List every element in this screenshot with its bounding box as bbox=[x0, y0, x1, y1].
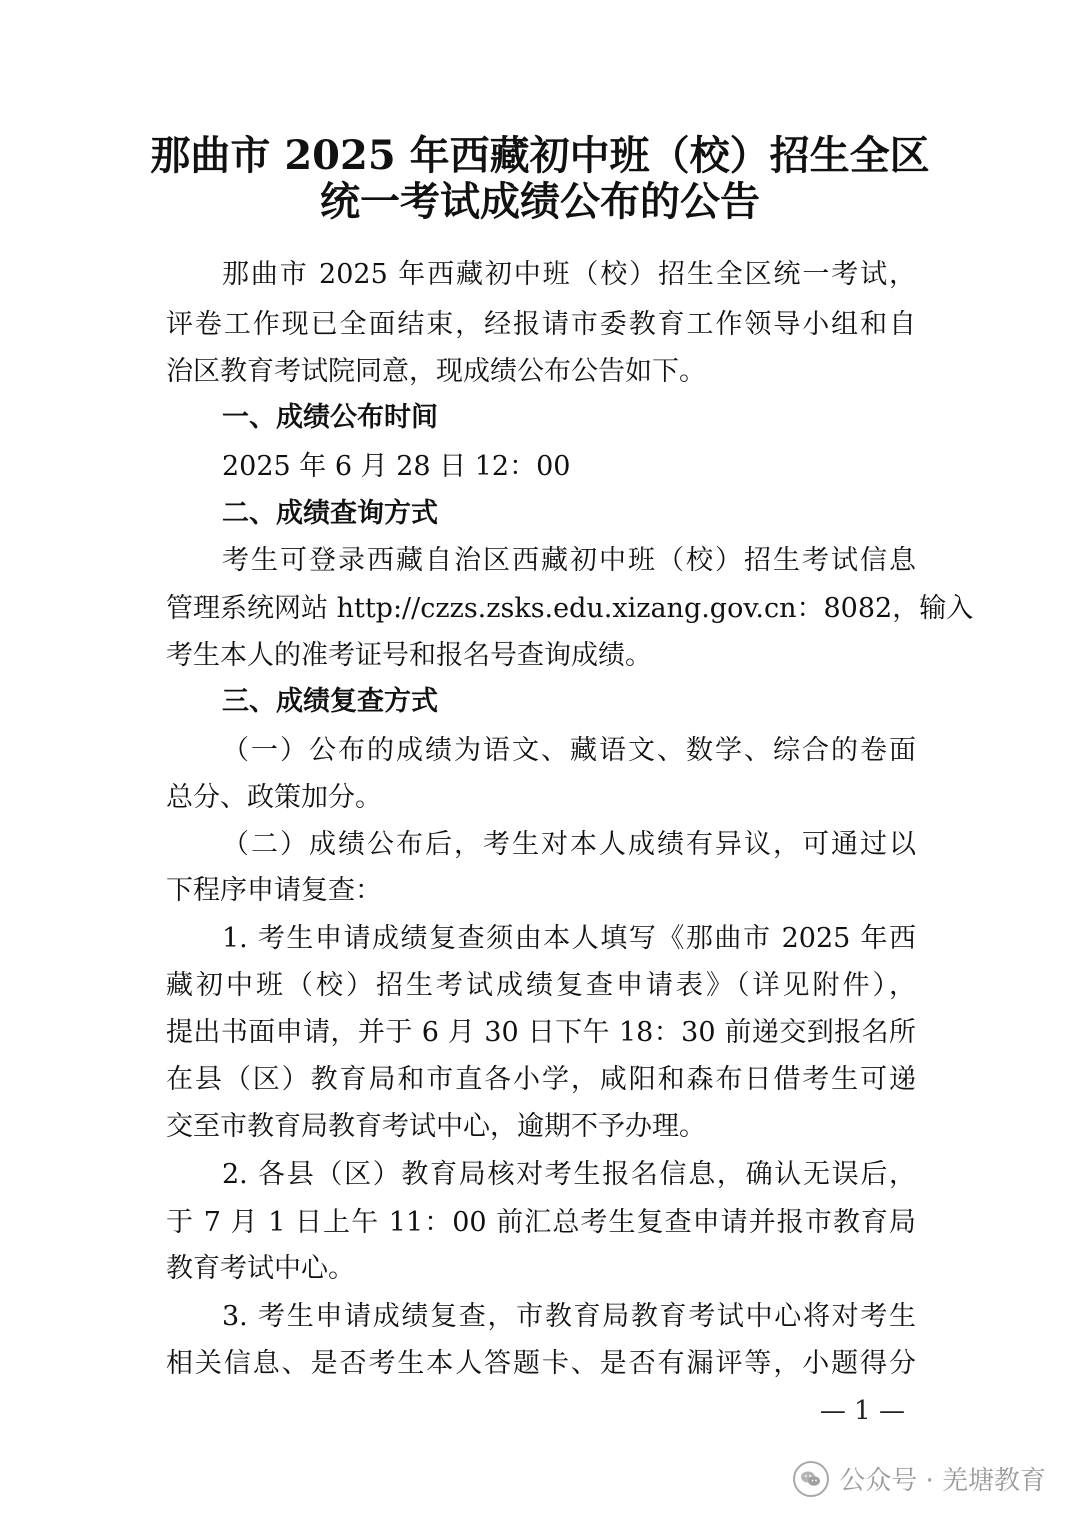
paragraph-line: 下程序申请复查： bbox=[166, 875, 382, 906]
section-heading-2: 二、成绩查询方式 bbox=[222, 498, 438, 529]
paragraph-line: 考生本人的准考证号和报名号查询成绩。 bbox=[166, 640, 652, 671]
watermark-text: 公众号 · 羌塘教育 bbox=[839, 1466, 1046, 1496]
paragraph-line: 2. 各县（区）教育局核对考生报名信息，确认无误后， bbox=[222, 1159, 916, 1190]
paragraph-line: 评卷工作现已全面结束，经报请市委教育工作领导小组和自 bbox=[166, 309, 916, 340]
paragraph-line: 相关信息、是否考生本人答题卡、是否有漏评等，小题得分 bbox=[166, 1348, 916, 1379]
watermark bbox=[793, 1460, 1046, 1497]
paragraph-line: 于 7 月 1 日上午 11：00 前汇总考生复查申请并报市教育局 bbox=[166, 1207, 916, 1238]
wechat-icon bbox=[793, 1461, 829, 1497]
paragraph-line: 那曲市 2025 年西藏初中班（校）招生全区统一考试， bbox=[222, 259, 916, 290]
paragraph-line: 提出书面申请，并于 6 月 30 日下午 18：30 前递交到报名所 bbox=[166, 1017, 916, 1048]
page-number: — 1 — bbox=[819, 1396, 905, 1426]
paragraph-line: 3. 考生申请成绩复查，市教育局教育考试中心将对考生 bbox=[222, 1301, 916, 1332]
paragraph-line: 总分、政策加分。 bbox=[166, 782, 382, 813]
paragraph-line: 1. 考生申请成绩复查须由本人填写《那曲市 2025 年西 bbox=[222, 923, 916, 954]
paragraph-line: 在县（区）教育局和市直各小学，咸阳和森布日借考生可递 bbox=[166, 1064, 916, 1095]
query-url-line: 管理系统网站 http://czzs.zsks.edu.xizang.gov.cn：8082，输入 bbox=[166, 593, 974, 624]
paragraph-line: 藏初中班（校）招生考试成绩复查申请表》（详见附件）， bbox=[166, 970, 916, 1001]
paragraph-line: 教育考试中心。 bbox=[166, 1253, 355, 1284]
document-title-line-1: 那曲市 2025 年西藏初中班（校）招生全区 bbox=[150, 132, 930, 179]
paragraph-line: 交至市教育局教育考试中心，逾期不予办理。 bbox=[166, 1111, 706, 1142]
section-heading-1: 一、成绩公布时间 bbox=[222, 402, 438, 433]
paragraph-line: 考生可登录西藏自治区西藏初中班（校）招生考试信息 bbox=[222, 545, 916, 576]
paragraph-line: 治区教育考试院同意，现成绩公布公告如下。 bbox=[166, 356, 706, 387]
document-title-line-2: 统一考试成绩公布的公告 bbox=[320, 178, 760, 225]
paragraph-line: （一）公布的成绩为语文、藏语文、数学、综合的卷面 bbox=[222, 735, 916, 766]
paragraph-line: （二）成绩公布后，考生对本人成绩有异议，可通过以 bbox=[222, 829, 916, 860]
paragraph-line: 2025 年 6 月 28 日 12：00 bbox=[222, 451, 571, 482]
section-heading-3: 三、成绩复查方式 bbox=[222, 686, 438, 717]
